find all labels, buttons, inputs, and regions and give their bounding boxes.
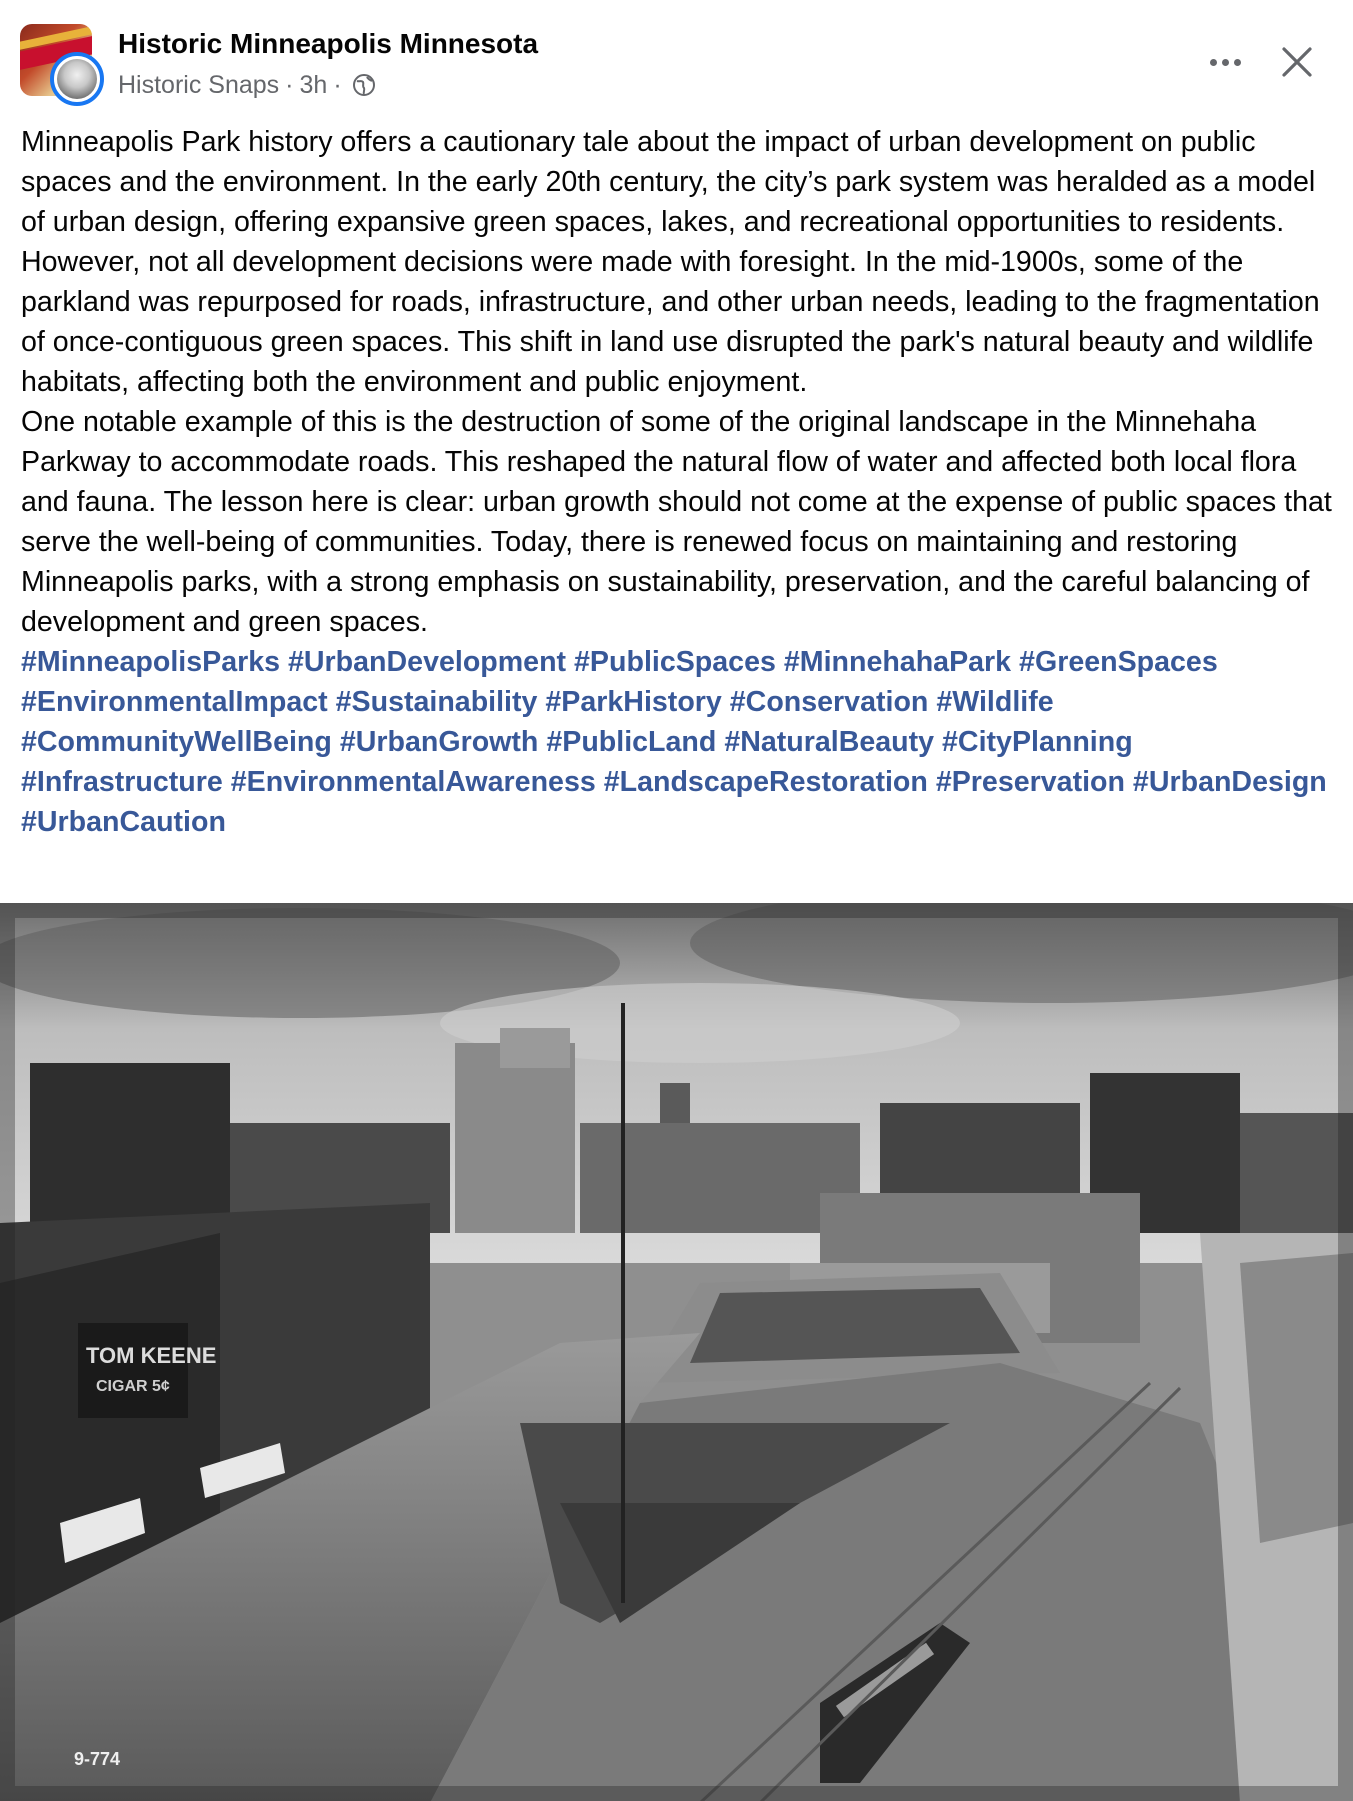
post-timestamp[interactable]: 3h	[299, 70, 328, 99]
page-avatar[interactable]	[20, 24, 106, 110]
hashtag-link[interactable]: #EnvironmentalImpact	[21, 686, 328, 718]
meta-separator-2: ·	[333, 70, 342, 99]
hashtag-link[interactable]: #UrbanDevelopment	[288, 646, 567, 678]
hashtag-link[interactable]: #PublicSpaces	[574, 646, 776, 678]
post-meta	[118, 70, 376, 100]
hashtag-link[interactable]: #MinneapolisParks	[21, 646, 281, 678]
photo-sign-text: TOM KEENE	[86, 1343, 217, 1368]
hashtag-link[interactable]: #Wildlife	[936, 686, 1054, 718]
hashtag-link[interactable]: #UrbanGrowth	[339, 726, 539, 758]
globe-icon[interactable]	[352, 73, 376, 97]
hashtag-link[interactable]: #CommunityWellBeing	[21, 726, 332, 758]
hashtag-link[interactable]: #NaturalBeauty	[724, 726, 935, 758]
post-paragraph-1: Minneapolis Park history offers a cautionary tale about the impact of urban development on public spaces and the environment. In the early 20th century, the city’s park system was heralded as a model of urban design, offering expansive green spaces, lakes, and recreational opportunities to residents. However, not all development decisions were made with foresight. In the mid-1900s, some of the parkland was repurposed for roads, infrastructure, and other urban needs, leading to the fragmentation of once-contiguous green spaces. This shift in land use disrupted the park's natural beauty and wildlife habitats, affecting both the environment and public enjoyment.	[21, 126, 1320, 398]
historic-photo-illustration	[0, 903, 1353, 1801]
more-horizontal-icon[interactable]	[1205, 42, 1245, 82]
post-text	[21, 122, 1341, 842]
author-name-link[interactable]: Historic Snaps	[118, 70, 280, 99]
close-icon[interactable]	[1277, 42, 1317, 82]
author-avatar[interactable]	[50, 52, 104, 106]
post-paragraph-2: One notable example of this is the destruction of some of the original landscape in the Minnehaha Parkway to accommodate roads. This reshaped the natural flow of water and affected both local flora and fauna. The lesson here is clear: urban growth should not come at the expense of public spaces that serve the well-being of communities. Today, there is renewed focus on maintaining and restoring Minneapolis parks, with a strong emphasis on sustainability, preservation, and the careful balancing of development and green spaces.	[21, 406, 1332, 638]
hashtag-link[interactable]: #Preservation	[935, 766, 1125, 798]
photo-catalog-mark: 9-774	[74, 1749, 121, 1769]
hashtag-list	[21, 642, 1341, 842]
hashtag-link[interactable]: #Conservation	[729, 686, 929, 718]
hashtag-link[interactable]: #EnvironmentalAwareness	[230, 766, 596, 798]
hashtag-link[interactable]: #CityPlanning	[942, 726, 1133, 758]
photo-sign-subtext: CIGAR 5¢	[96, 1378, 170, 1395]
hashtag-link[interactable]: #ParkHistory	[545, 686, 722, 718]
hashtag-link[interactable]: #MinnehahaPark	[783, 646, 1012, 678]
post-photo[interactable]	[0, 903, 1353, 1801]
post-header	[0, 0, 1353, 110]
hashtag-link[interactable]: #PublicLand	[546, 726, 717, 758]
hashtag-link[interactable]: #Sustainability	[335, 686, 538, 718]
hashtag-link[interactable]: #UrbanDesign	[1132, 766, 1327, 798]
hashtag-link[interactable]: #LandscapeRestoration	[603, 766, 928, 798]
hashtag-link[interactable]: #UrbanCaution	[21, 806, 226, 838]
hashtag-link[interactable]: #GreenSpaces	[1019, 646, 1218, 678]
hashtag-link[interactable]: #Infrastructure	[21, 766, 223, 798]
meta-separator: ·	[285, 70, 294, 99]
page-name-link[interactable]: Historic Minneapolis Minnesota	[118, 28, 539, 59]
